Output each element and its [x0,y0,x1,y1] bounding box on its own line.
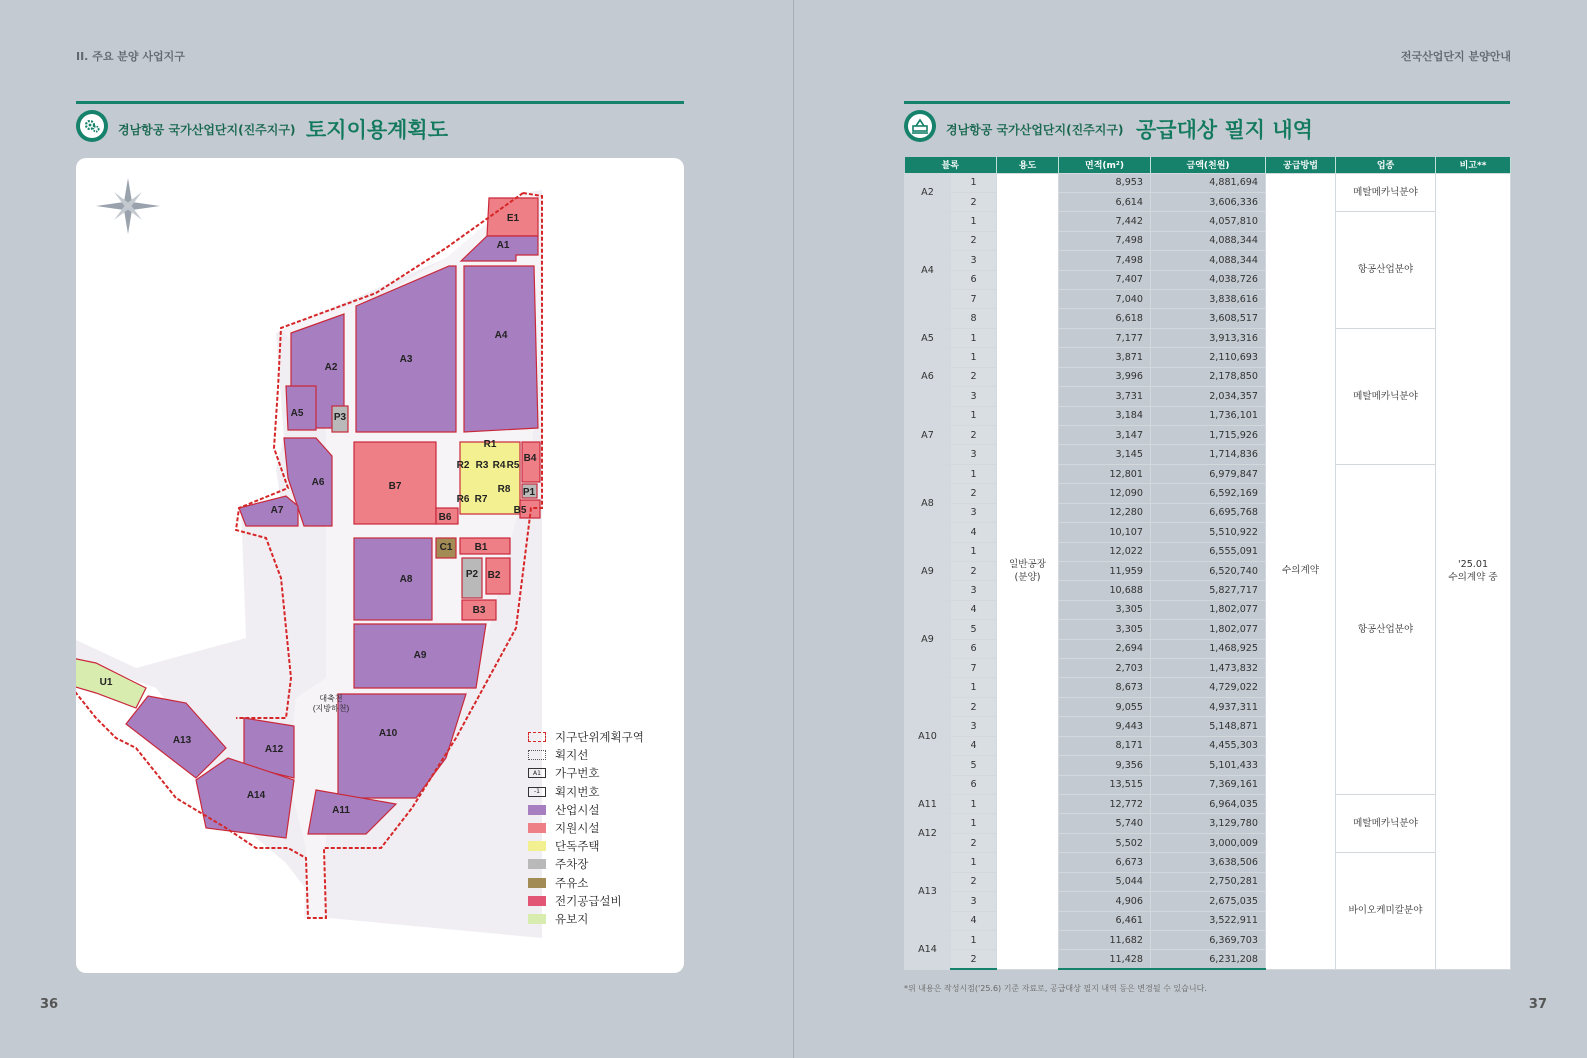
area-cell: 9,055 [1059,697,1151,716]
block-cell: A10 [905,678,951,795]
lot-cell: 4 [951,736,997,755]
power-swatch [528,896,546,906]
svg-text:B4: B4 [523,453,537,464]
svg-text:B5: B5 [513,505,527,516]
support-swatch [528,823,546,833]
industry-cell: 메탈메카닉분야 [1336,795,1436,853]
svg-text:A6: A6 [311,477,325,488]
svg-text:A8: A8 [399,574,413,585]
area-cell: 12,280 [1059,503,1151,522]
area-cell: 3,147 [1059,425,1151,444]
amount-cell: 1,715,926 [1151,425,1266,444]
area-cell: 6,618 [1059,309,1151,328]
lot-cell: 1 [951,212,997,231]
boundary-swatch [528,732,546,742]
lot-cell: 2 [951,192,997,211]
legend-label: 유보지 [555,911,589,926]
block-cell: A2 [905,173,951,212]
amount-cell: 5,148,871 [1151,717,1266,736]
lot-cell: 1 [951,406,997,425]
block-A8 [354,538,432,620]
svg-text:A13: A13 [172,735,192,746]
svg-text:(지방하천): (지방하천) [312,704,350,713]
lot-cell: 8 [951,309,997,328]
legend-item [528,764,644,782]
lot-cell: 3 [951,892,997,911]
legend-item [528,892,644,910]
page-number: 37 [1528,997,1547,1012]
amount-cell: 6,555,091 [1151,542,1266,561]
table-row [905,853,1511,872]
block-cell: A11 [905,795,951,814]
area-cell: 3,996 [1059,367,1151,386]
area-cell: 7,442 [1059,212,1151,231]
gas-station-swatch [528,878,546,888]
svg-text:U1: U1 [99,677,113,688]
lot-cell: 6 [951,639,997,658]
lot-cell: 6 [951,775,997,794]
amount-cell: 3,606,336 [1151,192,1266,211]
svg-text:E1: E1 [506,213,520,224]
lot-cell: 3 [951,581,997,600]
block-cell: A9 [905,600,951,678]
lot-cell: 3 [951,503,997,522]
area-cell: 6,614 [1059,192,1151,211]
svg-text:R2: R2 [456,460,470,471]
industry-cell: 항공산업분야 [1336,212,1436,329]
lot-cell: 6 [951,270,997,289]
svg-text:A5: A5 [290,408,304,419]
industry-cell: 메탈메카닉분야 [1336,173,1436,212]
legend-item [528,819,644,837]
housing-swatch [528,841,546,851]
lot-cell: 1 [951,678,997,697]
amount-cell: 3,638,506 [1151,853,1266,872]
footnote: *위 내용은 작성시점('25.6) 기준 자료로, 공급대상 필지 내역 등은 변경될 수 있습니다. [904,984,1207,993]
area-cell: 3,145 [1059,445,1151,464]
table-row [905,328,1511,347]
legend-label: 지구단위계획구역 [555,730,644,745]
area-cell: 2,694 [1059,639,1151,658]
amount-cell: 3,913,316 [1151,328,1266,347]
amount-cell: 3,000,009 [1151,833,1266,852]
lot-cell: 1 [951,348,997,367]
amount-cell: 4,729,022 [1151,678,1266,697]
lot-number-swatch: -1 [528,787,546,797]
area-cell: 3,305 [1059,600,1151,619]
compass-icon [96,178,160,234]
legend-item [528,837,644,855]
industrial-swatch [528,805,546,815]
svg-text:A11: A11 [332,805,350,816]
svg-text:R3: R3 [475,460,489,471]
area-cell: 12,022 [1059,542,1151,561]
supply-lot-table [904,157,1510,970]
legend-item [528,801,644,819]
svg-text:P2: P2 [465,569,479,580]
lot-cell: 1 [951,542,997,561]
area-cell: 12,772 [1059,795,1151,814]
col-header-amount: 금액(천원) [1151,157,1266,173]
lot-cell: 2 [951,561,997,580]
area-cell: 8,673 [1059,678,1151,697]
area-cell: 3,184 [1059,406,1151,425]
col-header-block: 블록 [905,157,997,173]
area-cell: 7,498 [1059,251,1151,270]
svg-text:A10: A10 [378,728,398,739]
block-cell: A12 [905,814,951,853]
method-cell: 수의계약 [1266,173,1336,969]
table-row [905,464,1511,483]
area-cell: 3,871 [1059,348,1151,367]
page-title: 토지이용계획도 [306,118,449,142]
lot-cell: 2 [951,697,997,716]
block-cell: A14 [905,930,951,969]
area-cell: 7,498 [1059,231,1151,250]
legend-item [528,728,644,746]
svg-text:A12: A12 [264,744,284,755]
land-use-map [76,158,684,973]
amount-cell: 5,101,433 [1151,756,1266,775]
area-cell: 4,906 [1059,892,1151,911]
amount-cell: 1,714,836 [1151,445,1266,464]
lot-cell: 5 [951,620,997,639]
svg-text:R1: R1 [483,439,497,450]
map-legend [528,728,644,928]
left-page [0,0,793,1058]
amount-cell: 1,473,832 [1151,659,1266,678]
svg-text:A14: A14 [246,790,266,801]
reserve-swatch [528,914,546,924]
amount-cell: 3,608,517 [1151,309,1266,328]
lot-cell: 1 [951,814,997,833]
legend-label: 단독주택 [555,839,600,854]
use-cell: 일반공장 (분양) [997,173,1059,969]
area-cell: 8,953 [1059,173,1151,192]
block-cell: A7 [905,406,951,464]
amount-cell: 2,110,693 [1151,348,1266,367]
area-cell: 2,703 [1059,659,1151,678]
lot-cell: 4 [951,600,997,619]
legend-label: 산업시설 [555,802,600,817]
amount-cell: 6,369,703 [1151,930,1266,949]
industry-cell: 메탈메카닉분야 [1336,328,1436,464]
legend-label: 전기공급설비 [555,893,622,908]
svg-text:A7: A7 [270,505,284,516]
industry-cell: 바이오케미칼분야 [1336,853,1436,970]
amount-cell: 6,592,169 [1151,484,1266,503]
legend-item [528,874,644,892]
area-cell: 3,731 [1059,387,1151,406]
area-cell: 9,443 [1059,717,1151,736]
amount-cell: 3,838,616 [1151,290,1266,309]
area-cell: 12,801 [1059,464,1151,483]
area-cell: 6,461 [1059,911,1151,930]
svg-text:C1: C1 [439,542,453,553]
svg-text:A3: A3 [399,354,413,365]
amount-cell: 1,802,077 [1151,620,1266,639]
amount-cell: 6,979,847 [1151,464,1266,483]
block-cell: A4 [905,212,951,329]
svg-text:R8: R8 [497,484,511,495]
industry-cell: 항공산업분야 [1336,464,1436,794]
right-page [794,0,1587,1058]
section-subtitle: 경남항공 국가산업단지(진주지구) [118,123,296,137]
svg-text:B3: B3 [472,605,486,616]
legend-label: 가구번호 [555,766,600,781]
amount-cell: 3,522,911 [1151,911,1266,930]
legend-label: 획지선 [555,748,589,763]
amount-cell: 6,231,208 [1151,950,1266,969]
svg-text:R5: R5 [506,460,520,471]
amount-cell: 1,468,925 [1151,639,1266,658]
svg-text:B6: B6 [438,512,452,523]
area-cell: 5,502 [1059,833,1151,852]
lot-cell: 4 [951,911,997,930]
area-cell: 7,040 [1059,290,1151,309]
area-cell: 3,305 [1059,620,1151,639]
area-cell: 10,107 [1059,523,1151,542]
amount-cell: 2,750,281 [1151,872,1266,891]
block-cell: A5 [905,328,951,347]
section-subtitle: 경남항공 국가산업단지(진주지구) [946,123,1124,137]
lot-cell: 1 [951,930,997,949]
amount-cell: 1,736,101 [1151,406,1266,425]
land-plot-icon [904,110,936,142]
lot-cell: 4 [951,523,997,542]
amount-cell: 6,964,035 [1151,795,1266,814]
block-A7 [239,496,298,526]
svg-text:R6: R6 [456,494,470,505]
lot-cell: 1 [951,853,997,872]
legend-item [528,855,644,873]
note-cell: '25.01 수의계약 중 [1436,173,1511,969]
col-header-industry: 업종 [1336,157,1436,173]
area-cell: 10,688 [1059,581,1151,600]
amount-cell: 6,520,740 [1151,561,1266,580]
svg-text:A2: A2 [324,362,338,373]
parcel-line-swatch [528,750,546,760]
col-header-area: 면적(m²) [1059,157,1151,173]
svg-text:P3: P3 [333,412,347,423]
area-cell: 12,090 [1059,484,1151,503]
lot-cell: 2 [951,231,997,250]
lot-cell: 3 [951,445,997,464]
amount-cell: 4,057,810 [1151,212,1266,231]
block-A3 [356,266,456,432]
legend-item [528,783,644,801]
amount-cell: 6,695,768 [1151,503,1266,522]
svg-text:B7: B7 [388,481,402,492]
legend-label: 주차장 [555,857,589,872]
table-row [905,795,1511,814]
svg-text:A1: A1 [496,240,510,251]
block-cell: A6 [905,348,951,406]
legend-label: 지원시설 [555,821,600,836]
lot-cell: 1 [951,795,997,814]
block-cell: A13 [905,853,951,931]
area-cell: 11,682 [1059,930,1151,949]
area-cell: 7,177 [1059,328,1151,347]
lot-cell: 7 [951,659,997,678]
table-row [905,212,1511,231]
page-title: 공급대상 필지 내역 [1136,118,1313,142]
svg-text:B1: B1 [474,542,488,553]
area-cell: 11,959 [1059,561,1151,580]
running-head: 전국산업단지 분양안내 [1400,50,1511,63]
amount-cell: 4,881,694 [1151,173,1266,192]
lot-cell: 2 [951,833,997,852]
lot-cell: 2 [951,950,997,969]
block-number-swatch: A1 [528,768,546,778]
lot-cell: 1 [951,328,997,347]
amount-cell: 2,675,035 [1151,892,1266,911]
amount-cell: 4,088,344 [1151,251,1266,270]
col-header-method: 공급방법 [1266,157,1336,173]
lot-cell: 1 [951,464,997,483]
amount-cell: 4,038,726 [1151,270,1266,289]
amount-cell: 2,178,850 [1151,367,1266,386]
amount-cell: 4,088,344 [1151,231,1266,250]
legend-item [528,746,644,764]
svg-text:R4: R4 [492,460,506,471]
lot-cell: 2 [951,367,997,386]
legend-label: 주유소 [555,875,589,890]
svg-text:A4: A4 [494,330,508,341]
lot-cell: 2 [951,484,997,503]
section-header [904,101,1510,145]
area-cell: 5,044 [1059,872,1151,891]
lot-cell: 3 [951,387,997,406]
svg-text:대축천: 대축천 [319,694,343,703]
area-cell: 8,171 [1059,736,1151,755]
amount-cell: 5,510,922 [1151,523,1266,542]
amount-cell: 3,129,780 [1151,814,1266,833]
block-cell: A9 [905,542,951,600]
lot-cell: 5 [951,756,997,775]
lot-cell: 3 [951,717,997,736]
lot-cell: 2 [951,425,997,444]
area-cell: 9,356 [1059,756,1151,775]
svg-text:A9: A9 [413,650,427,661]
area-cell: 6,673 [1059,853,1151,872]
table-header-row [905,157,1511,173]
block-cell: A8 [905,464,951,542]
svg-text:P1: P1 [522,487,536,498]
lot-cell: 3 [951,251,997,270]
running-head: II. 주요 분양 사업지구 [76,50,185,63]
svg-text:B2: B2 [487,570,501,581]
gear-icon [76,110,108,142]
amount-cell: 2,034,357 [1151,387,1266,406]
legend-item [528,910,644,928]
amount-cell: 4,455,303 [1151,736,1266,755]
amount-cell: 7,369,161 [1151,775,1266,794]
amount-cell: 1,802,077 [1151,600,1266,619]
section-header [76,101,684,145]
table-body [905,173,1511,969]
svg-text:R7: R7 [474,494,488,505]
parking-swatch [528,859,546,869]
col-header-use: 용도 [997,157,1059,173]
area-cell: 13,515 [1059,775,1151,794]
area-cell: 5,740 [1059,814,1151,833]
lot-cell: 1 [951,173,997,192]
legend-label: 획지번호 [555,784,600,799]
amount-cell: 5,827,717 [1151,581,1266,600]
amount-cell: 4,937,311 [1151,697,1266,716]
block-A4 [464,266,538,432]
area-cell: 7,407 [1059,270,1151,289]
page-number: 36 [40,997,59,1012]
lot-cell: 7 [951,290,997,309]
area-cell: 11,428 [1059,950,1151,969]
table-row [905,173,1511,192]
col-header-note: 비고** [1436,157,1511,173]
lot-cell: 2 [951,872,997,891]
